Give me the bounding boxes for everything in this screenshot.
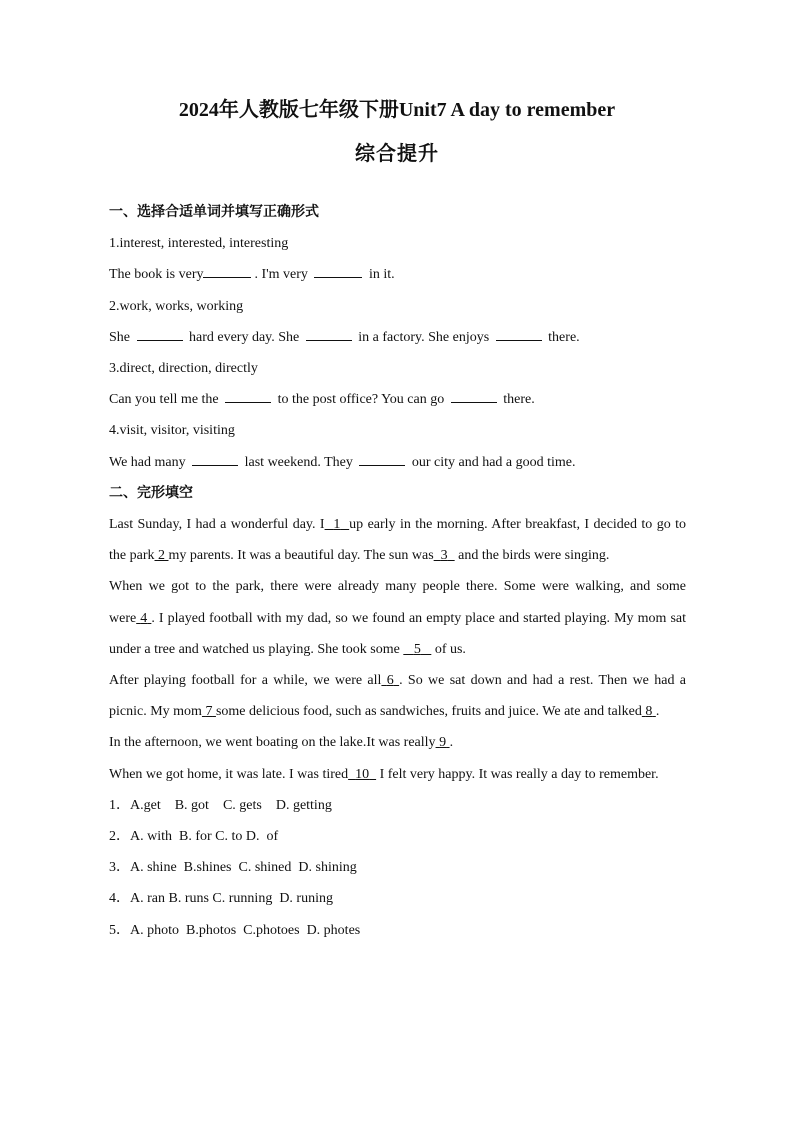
blank: [192, 450, 238, 466]
passage-text: When we got to the park, there were already many people there. Some were walking, and some were: [109, 579, 686, 626]
passage-text: up early in the morning. After breakfast, I decided to go to the park: [109, 517, 686, 564]
cloze-blank-9: [436, 735, 450, 750]
option-line-4: 4．A. ran B. runs C. running D. runing: [109, 891, 333, 907]
q4-text-b: last weekend. They: [241, 454, 357, 470]
passage-paragraph-1: [109, 509, 686, 571]
q1-text-a: The book is very: [109, 267, 204, 283]
blank-number: 3: [440, 548, 448, 564]
passage-text: . I played football with my dad, so we found an empty place and started playing. My mom sat under a tree and watched us playing. She took some: [109, 610, 687, 657]
q3-options: 3.direct, direction, directly: [109, 361, 258, 377]
q2-text-b: hard every day. She: [185, 329, 303, 345]
q2-text-a: She: [109, 329, 134, 345]
cloze-blank-1: [325, 517, 350, 532]
title-block: [0, 96, 794, 168]
q2-text-c: in a factory. She enjoys: [354, 329, 493, 345]
cloze-blank-4: [136, 611, 151, 626]
blank: [306, 325, 352, 341]
passage-text: I felt very happy. It was really a day to remember.: [376, 766, 659, 782]
q4-options: 4.visit, visitor, visiting: [109, 423, 235, 439]
blank: [359, 450, 405, 466]
blank-number: 8: [645, 704, 653, 720]
blank-number: 7: [205, 704, 213, 720]
option-line-5: 5．A. photo B.photos C.photoes D. photes: [109, 922, 361, 938]
blank-number: 10: [355, 766, 370, 782]
worksheet-content: [109, 197, 686, 946]
cloze-blank-7: [202, 704, 216, 719]
option-line-2: 2．A. with B. for C. to D. of: [109, 829, 279, 845]
q4-sentence: [109, 447, 686, 478]
cloze-blank-10: [348, 767, 376, 782]
cloze-blank-5: [403, 642, 431, 657]
blank: [314, 262, 362, 278]
q1-text-c: in it.: [365, 267, 395, 283]
passage-text: some delicious food, such as sandwiches, fruits and juice. We ate and talked: [215, 704, 642, 720]
page-subtitle: 综合提升: [355, 143, 439, 165]
passage-paragraph-4: [109, 727, 686, 758]
blank: [225, 387, 271, 403]
blank-number: 6: [386, 673, 394, 689]
option-line-1: 1．A.get B. got C. gets D. getting: [109, 797, 332, 813]
page-title: 2024年人教版七年级下册Unit7 A day to remember: [178, 99, 616, 121]
blank: [137, 325, 183, 341]
passage-text: Last Sunday, I had a wonderful day. I: [109, 517, 325, 533]
passage-text: my parents. It was a beautiful day. The sun was: [168, 548, 434, 564]
section1-heading: 一、选择合适单词并填写正确形式: [109, 204, 319, 220]
section2-heading: 二、完形填空: [109, 484, 193, 501]
cloze-blank-6: [381, 673, 399, 688]
cloze-blank-3: [434, 548, 455, 563]
blank-number: 2: [157, 548, 165, 564]
option-line-3: 3．A. shine B.shines C. shined D. shining: [109, 860, 357, 876]
passage-text: .: [449, 735, 454, 751]
q3-text-a: Can you tell me the: [109, 392, 223, 408]
q2-text-d: there.: [544, 329, 580, 345]
passage-paragraph-5: [109, 759, 686, 790]
passage-text: When we got home, it was late. I was tired: [109, 766, 349, 782]
q3-text-b: to the post office? You can go: [274, 392, 448, 408]
q4-text-c: our city and had a good time.: [408, 454, 576, 470]
q1-text-b: . I'm very: [254, 267, 312, 283]
blank-number: 5: [413, 641, 421, 657]
passage-paragraph-3: [109, 665, 686, 727]
blank-number: 4: [140, 610, 148, 626]
q1-options: 1.interest, interested, interesting: [109, 236, 289, 252]
cloze-blank-8: [642, 704, 656, 719]
cloze-blank-2: [154, 548, 168, 563]
blank: [496, 325, 542, 341]
passage-text: .: [655, 704, 660, 720]
passage-text: of us.: [431, 641, 466, 657]
q2-sentence: [109, 322, 686, 353]
passage-text: After playing football for a while, we were all: [109, 673, 382, 689]
q1-sentence: [109, 259, 686, 290]
passage-text: . So we sat down and had a rest. Then we had a picnic. My mom: [109, 673, 686, 720]
blank: [203, 262, 251, 278]
passage-text: In the afternoon, we went boating on the lake.It was really: [109, 735, 436, 751]
q3-sentence: [109, 384, 686, 415]
q2-options: 2.work, works, working: [109, 298, 244, 314]
passage-paragraph-2: [109, 571, 686, 665]
passage-text: and the birds were singing.: [454, 548, 610, 564]
blank-number: 1: [333, 517, 341, 533]
q4-text-a: We had many: [109, 454, 190, 470]
blank: [451, 387, 497, 403]
blank-number: 9: [439, 735, 447, 751]
q3-text-c: there.: [499, 392, 535, 408]
